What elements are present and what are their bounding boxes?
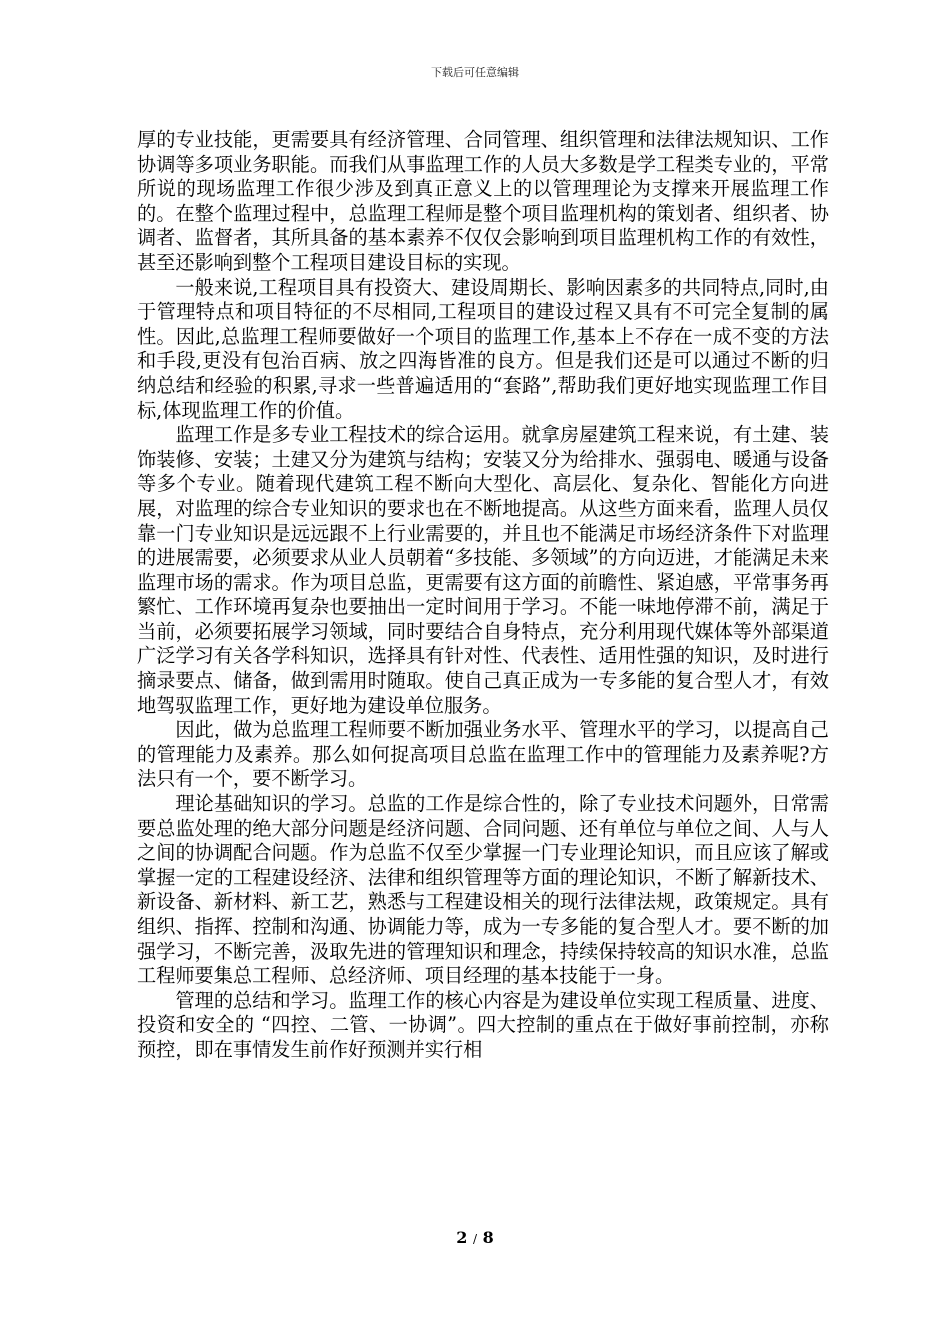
current-page-number: 2 xyxy=(456,1228,468,1247)
paragraph-1: 厚的专业技能，更需要具有经济管理、合同管理、组织管理和法律法规知识、工作协调等多项业务职能。而我们从事监理工作的人员大多数是学工程类专业的，平常所说的现场监理工作很少涉及到真正意义上的以管理理论为支撑来开展监理工作的。在整个监理过程中，总监理工程师是整个项目监理机构的策划者、组织者、协调者、监督者，其所具备的基本素养不仅仅会影响到项目监理机构工作的有效性，甚至还影响到整个工程项目建设目标的实现。 xyxy=(137,128,829,274)
page-separator: / xyxy=(472,1232,478,1246)
document-body xyxy=(137,128,829,1063)
paragraph-2: 一般来说,工程项目具有投资大、建设周期长、影响因素多的共同特点,同时,由于管理特点和项目特征的不尽相同,工程项目的建设过程又具有不可完全复制的属性。因此,总监理工程师要做好一个项目的监理工作,基本上不存在一成不变的方法和手段,更没有包治百病、放之四海皆准的良方。但是我们还是可以通过不断的归纳总结和经验的积累,寻求一些普遍适用的“套路”,帮助我们更好地实现监理工作目标,体现监理工作的价值。 xyxy=(137,275,829,422)
page-number xyxy=(0,1228,950,1249)
paragraph-5: 理论基础知识的学习。总监的工作是综合性的，除了专业技术问题外，日常需要总监处理的绝大部分问题是经济问题、合同问题、还有单位与单位之间、人与人之间的协调配合问题。作为总监不仅至少掌握一门专业理论知识，而且应该了解或掌握一定的工程建设经济、法律和组织管理等方面的理论知识，不断了解新技术、新设备、新材料、新工艺，熟悉与工程建设相关的现行法律法规，政策规定。具有组织、指挥、控制和沟通、协调能力等，成为一专多能的复合型人才。要不断的加强学习，不断完善，汲取先进的管理知识和理念，持续保持较高的知识水准，总监工程师要集总工程师、总经济师、项目经理的基本技能于一身。 xyxy=(137,792,829,988)
page-header: 下载后可任意编辑 xyxy=(431,66,519,79)
paragraph-6: 管理的总结和学习。监理工作的核心内容是为建设单位实现工程质量、进度、投资和安全的 “四控、二管、一协调”。四大控制的重点在于做好事前控制，亦称预控，即在事情发生前作好预测并实行相 xyxy=(137,988,829,1061)
total-page-count: 8 xyxy=(482,1228,494,1247)
paragraph-3: 监理工作是多专业工程技术的综合运用。就拿房屋建筑工程来说，有土建、装饰装修、安装；土建又分为建筑与结构；安装又分为给排水、强弱电、暖通与设备等多个专业。随着现代建筑工程不断向大型化、高层化、复杂化、智能化方向进展，对监理的综合专业知识的要求也在不断地提高。从这些方面来看，监理人员仅靠一门专业知识是远远跟不上行业需要的，并且也不能满足市场经济条件下对监理的进展需要，必须要求从业人员朝着“多技能、多领域”的方向迈进，才能满足未来监理市场的需求。作为项目总监，更需要有这方面的前瞻性、紧迫感，平常事务再繁忙、工作环境再复杂也要抽出一定时间用于学习。不能一味地停滞不前，满足于当前，必须要拓展学习领域，同时要结合自身特点，充分利用现代媒体等外部渠道广泛学习有关各学科知识，选择具有针对性、代表性、适用性强的知识，及时进行摘录要点、储备，做到需用时随取。使自己真正成为一专多能的复合型人才，有效地驾驭监理工作，更好地为建设单位服务。 xyxy=(137,423,829,717)
paragraph-4: 因此，做为总监理工程师要不断加强业务水平、管理水平的学习，以提高自己的管理能力及素养。那么如何捉高项目总监在监理工作中的管理能力及素养呢?方法只有一个，要不断学习。 xyxy=(137,718,829,791)
